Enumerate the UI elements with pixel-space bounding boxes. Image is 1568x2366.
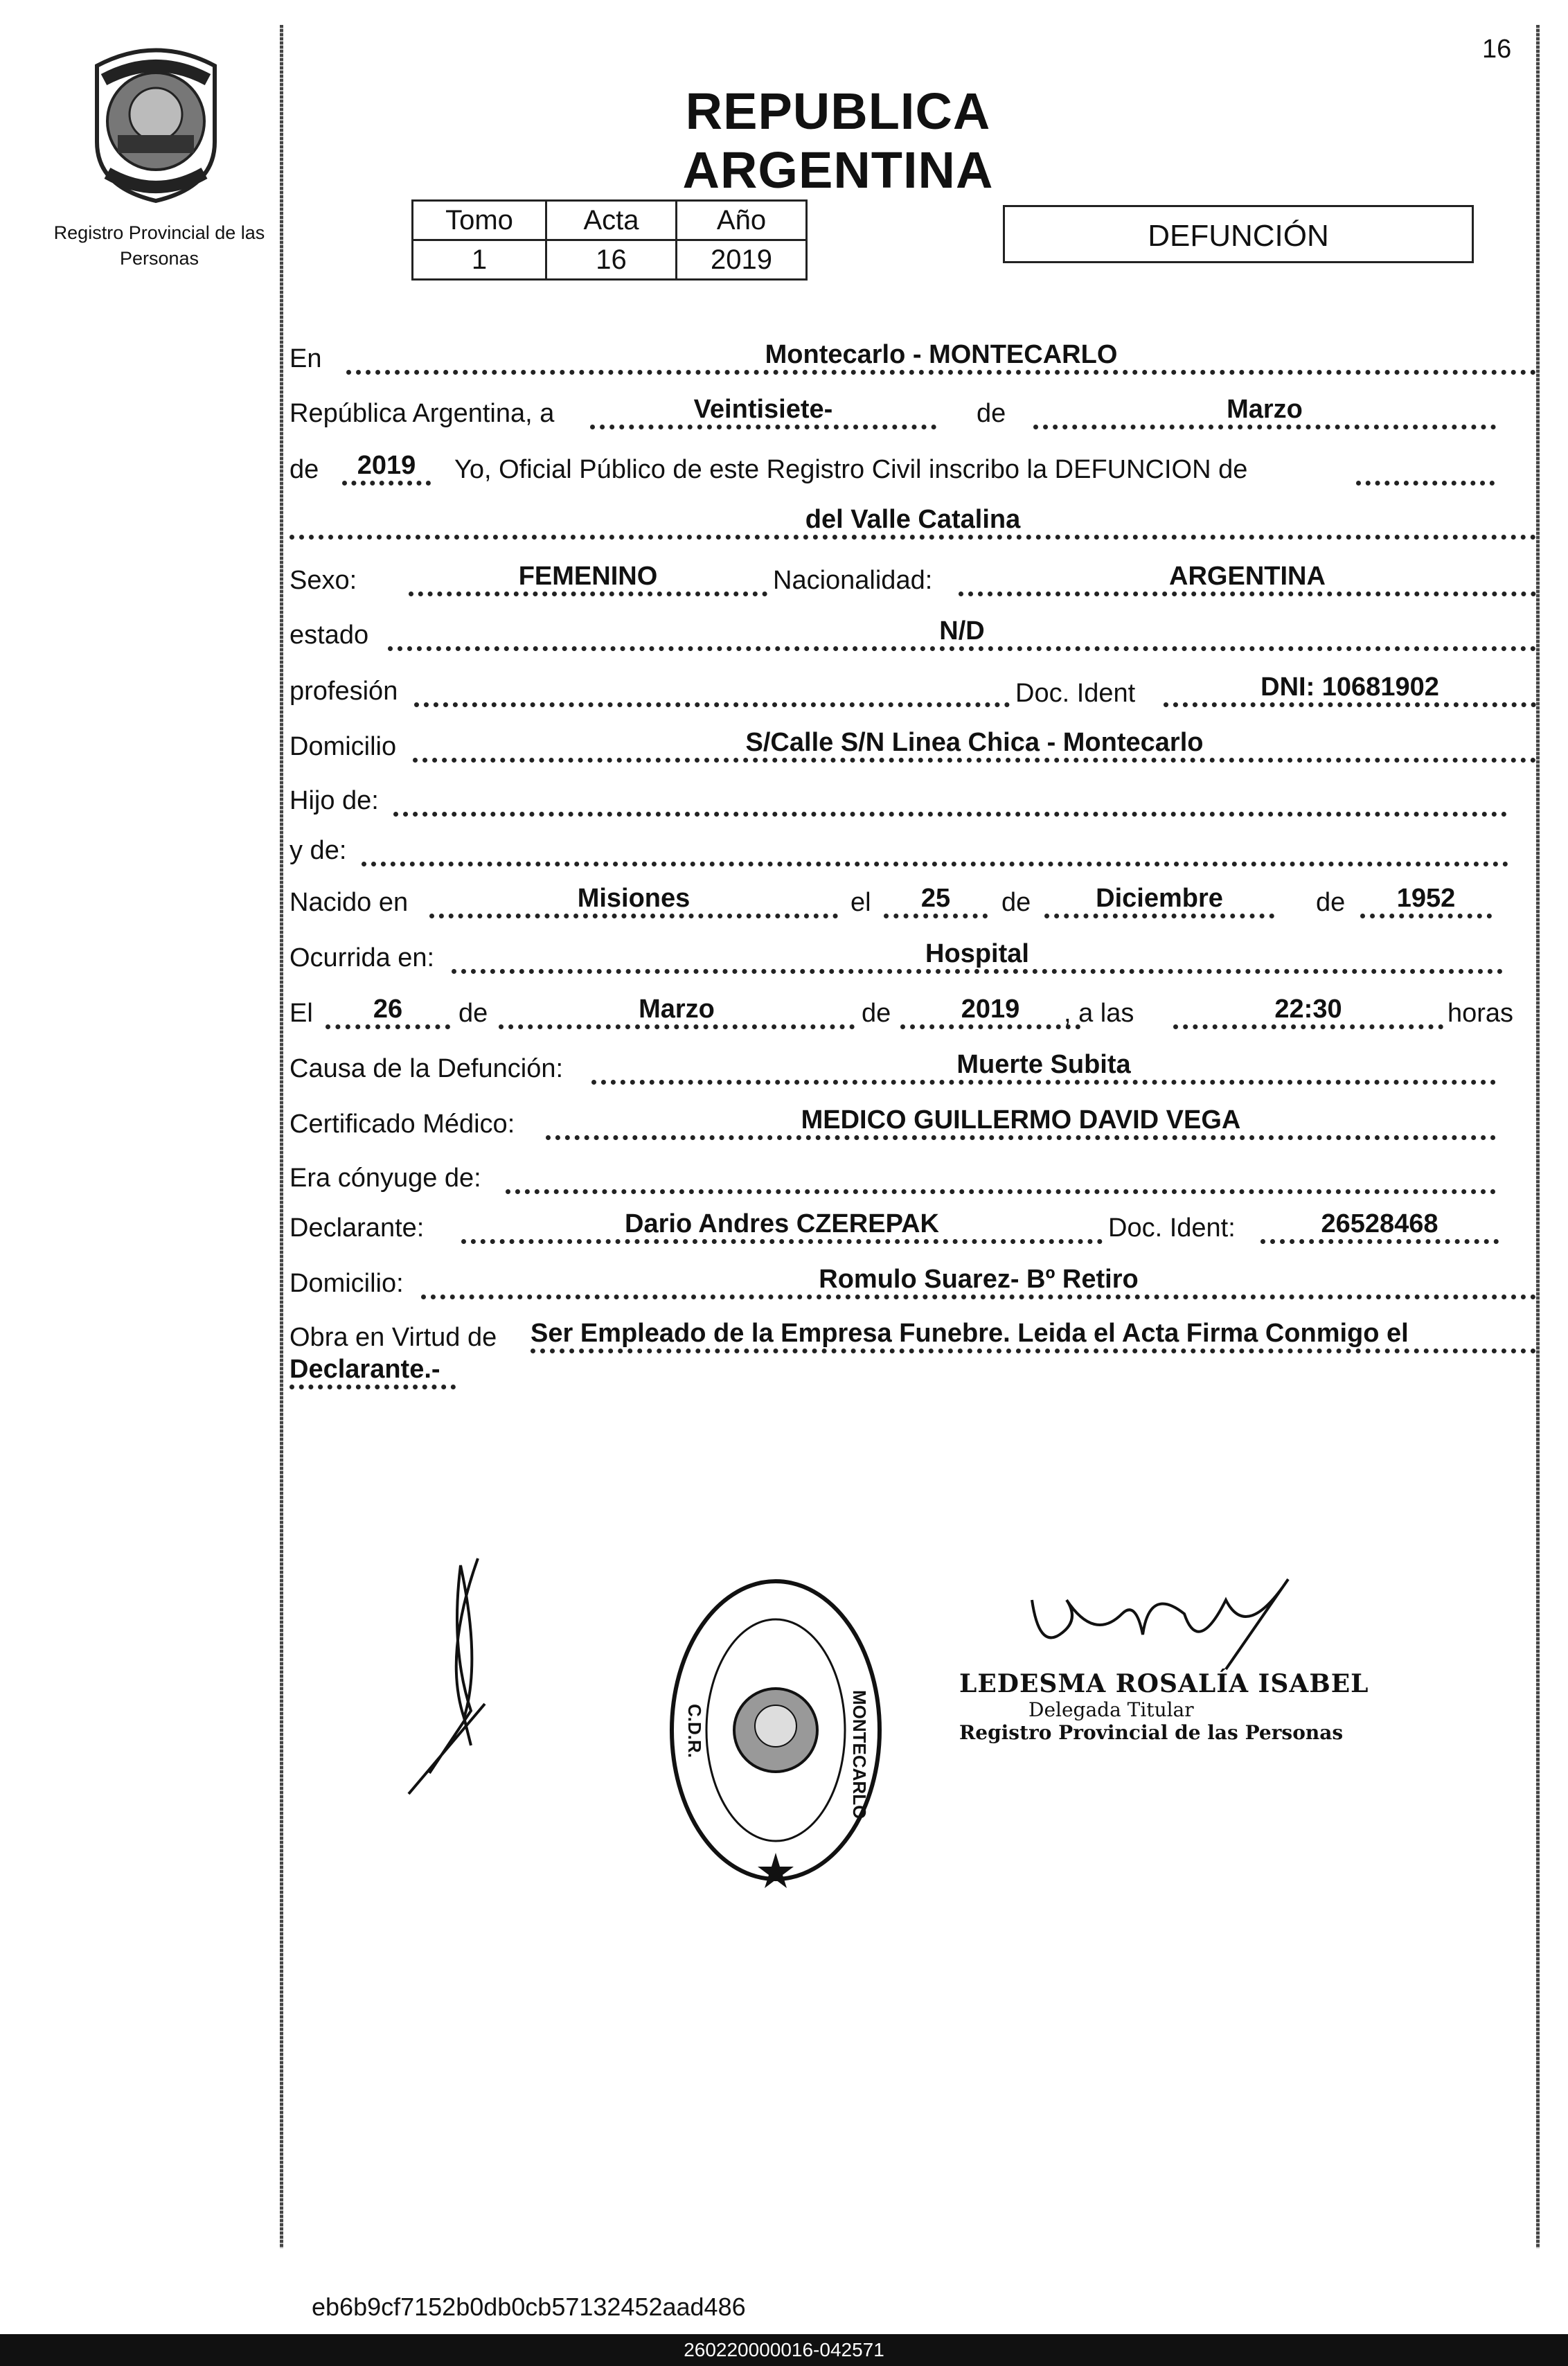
inscribe-trailing-field <box>1356 450 1495 486</box>
birth-day-field: 25 <box>884 883 988 918</box>
place-field: Montecarlo - MONTECARLO <box>346 339 1536 375</box>
obra-field-line2: Declarante.- <box>289 1354 456 1389</box>
horas-label: horas <box>1447 999 1514 1028</box>
de-label: de <box>977 399 1006 428</box>
right-border-line <box>1536 25 1540 2248</box>
hijo-de-label: Hijo de: <box>289 786 379 815</box>
left-border-line <box>280 25 283 2248</box>
tomo-header: Tomo <box>413 201 546 240</box>
province-emblem-icon <box>83 38 229 204</box>
day-words-field: Veintisiete- <box>590 394 936 429</box>
estado-label: estado <box>289 621 369 650</box>
official-title: Delegada Titular <box>1028 1698 1194 1721</box>
year-prefix-label: de <box>289 455 319 484</box>
official-stamp <box>959 1669 1369 1744</box>
month-field: Marzo <box>1033 394 1496 429</box>
death-day-field: 26 <box>326 994 450 1029</box>
hijo-de-field <box>393 781 1507 817</box>
republica-label: República Argentina, a <box>289 399 555 428</box>
nacionalidad-field: ARGENTINA <box>959 561 1536 596</box>
declarante-label: Declarante: <box>289 1213 425 1243</box>
nacido-label: Nacido en <box>289 888 409 917</box>
ocurrida-field: Hospital <box>452 939 1503 974</box>
a-las-label: , a las <box>1064 999 1134 1028</box>
profesion-field <box>414 672 1010 707</box>
domicilio-label: Domicilio <box>289 732 397 761</box>
death-time-field: 22:30 <box>1173 994 1443 1029</box>
tomo-value: 1 <box>413 240 546 280</box>
estado-field: N/D <box>388 616 1536 651</box>
nacido-field: Misiones <box>429 883 838 918</box>
certificado-label: Certificado Médico: <box>289 1110 515 1139</box>
y-de-label: y de: <box>289 836 347 865</box>
anio-value: 2019 <box>677 240 807 280</box>
death-month-field: Marzo <box>499 994 855 1029</box>
doc-ident-label: Doc. Ident <box>1015 679 1136 708</box>
death-de2-label: de <box>862 999 891 1028</box>
official-name: LEDESMA ROSALÍA ISABEL <box>959 1669 1369 1698</box>
declarante-doc-label: Doc. Ident: <box>1108 1213 1236 1243</box>
birth-de2-label: de <box>1316 888 1346 917</box>
profesion-label: profesión <box>289 677 398 706</box>
record-type-box: DEFUNCIÓN <box>1003 205 1474 263</box>
causa-field: Muerte Subita <box>591 1049 1496 1085</box>
seal-inner-right: MONTECARLO <box>849 1690 870 1820</box>
birth-year-field: 1952 <box>1360 883 1492 918</box>
obra-field-line1: Ser Empleado de la Empresa Funebre. Leida el Acta Firma Conmigo el <box>531 1318 1536 1353</box>
deceased-name-field: del Valle Catalina <box>289 504 1536 540</box>
en-label: En <box>289 344 322 373</box>
conyuge-label: Era cónyuge de: <box>289 1164 481 1193</box>
barcode-number-bar: 260220000016-042571 <box>0 2334 1568 2366</box>
acta-value: 16 <box>546 240 677 280</box>
seal-inner-left: C.D.R. <box>684 1704 705 1758</box>
registry-name: Registro Provincial de las Personas <box>53 222 265 269</box>
domicilio-field: S/Calle S/N Linea Chica - Montecarlo <box>413 727 1536 763</box>
record-table <box>411 199 808 281</box>
country-title: REPUBLICA ARGENTINA <box>682 82 994 199</box>
document-hash: eb6b9cf7152b0db0cb57132452aad486 <box>312 2293 746 2321</box>
conyuge-field <box>506 1159 1496 1194</box>
causa-label: Causa de la Defunción: <box>289 1054 564 1083</box>
death-year-field: 2019 <box>900 994 1080 1029</box>
certificado-field: MEDICO GUILLERMO DAVID VEGA <box>546 1105 1496 1140</box>
nacionalidad-label: Nacionalidad: <box>773 566 933 595</box>
birth-month-field: Diciembre <box>1044 883 1274 918</box>
obra-label: Obra en Virtud de <box>289 1323 497 1352</box>
inscribe-text: Yo, Oficial Público de este Registro Civil inscribo la DEFUNCION de <box>454 455 1248 484</box>
page-number: 16 <box>1482 35 1512 64</box>
declarant-signature <box>388 1545 513 1808</box>
birth-de1-label: de <box>1001 888 1031 917</box>
y-de-field <box>362 831 1508 866</box>
acta-header: Acta <box>546 201 677 240</box>
declarante-field: Dario Andres CZEREPAK <box>461 1209 1103 1244</box>
birth-el-label: el <box>850 888 871 917</box>
ocurrida-label: Ocurrida en: <box>289 943 435 972</box>
doc-ident-field: DNI: 10681902 <box>1164 672 1536 707</box>
official-signature <box>1018 1572 1309 1683</box>
declarante-doc-field: 26528468 <box>1260 1209 1499 1244</box>
death-de1-label: de <box>458 999 488 1028</box>
year-field: 2019 <box>342 450 431 486</box>
sexo-field: FEMENINO <box>409 561 767 596</box>
death-el-label: El <box>289 999 313 1028</box>
sexo-label: Sexo: <box>289 566 357 595</box>
declarante-domicilio-label: Domicilio: <box>289 1269 404 1298</box>
anio-header: Año <box>677 201 807 240</box>
declarante-domicilio-field: Romulo Suarez- Bº Retiro <box>421 1264 1536 1299</box>
official-office: Registro Provincial de las Personas <box>959 1721 1344 1744</box>
